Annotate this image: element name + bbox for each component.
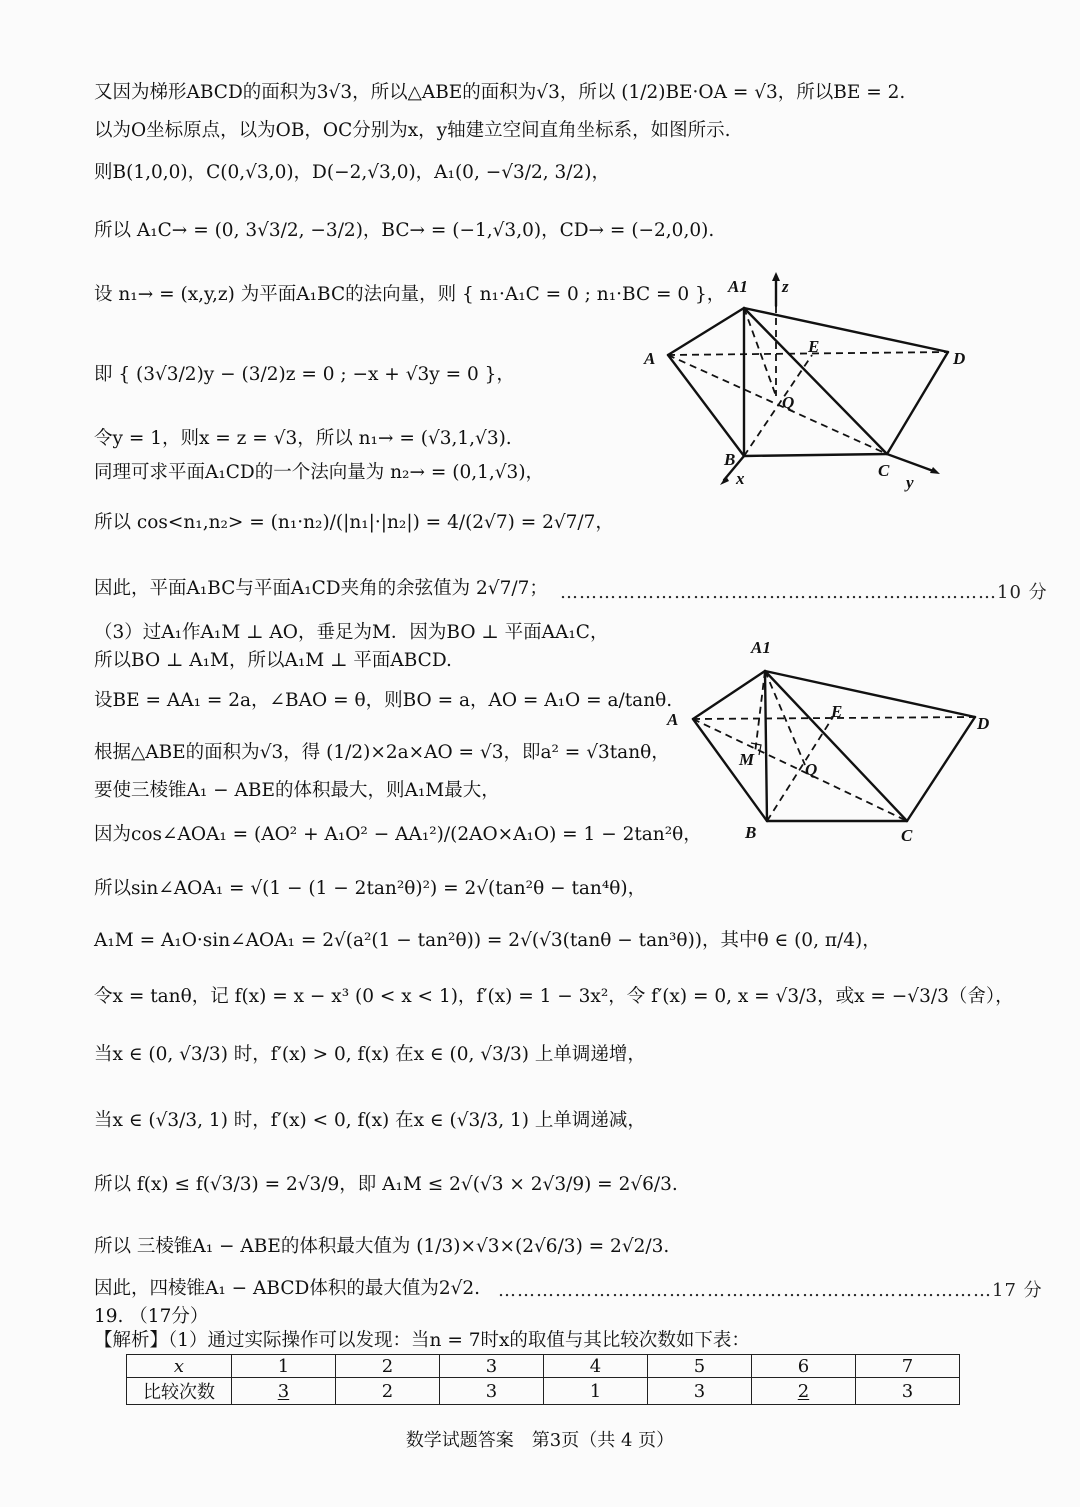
page-footer: 数学试题答案 第3页（共 4 页） xyxy=(405,1430,675,1451)
fig1-label-D: D xyxy=(953,349,966,368)
table-cell: 2 xyxy=(336,1378,440,1405)
figure-2-pyramid xyxy=(655,635,995,850)
table-cell: 3 xyxy=(232,1378,336,1405)
fig1-label-B: B xyxy=(724,450,736,469)
line-2: 以为O坐标原点，以为OB，OC分别为x，y轴建立空间直角坐标系，如图所示. xyxy=(94,120,731,141)
fig1-label-Q: Q xyxy=(782,393,795,412)
fig1-label-E: E xyxy=(808,337,820,356)
comparison-table xyxy=(126,1354,960,1405)
line-14: 根据△ABE的面积为√3，得 (1/2)×2a×AO = √3，即a² = √3tanθ， xyxy=(94,742,670,763)
table-cell: 5 xyxy=(648,1355,752,1378)
line-25: 19. （17分） xyxy=(94,1306,209,1327)
score-10: ……………………………………………………………10 分 xyxy=(560,582,1048,603)
line-26: 【解析】（1）通过实际操作可以发现：当n = 7时x的取值与其比较次数如下表： xyxy=(94,1330,750,1351)
line-20: 当x ∈ (0, √3/3) 时，f′(x) > 0, f(x) 在x ∈ (0, √3/3) 上单调递增， xyxy=(94,1044,646,1065)
fig2-label-A1: A1 xyxy=(751,638,771,657)
table-cell: 2 xyxy=(752,1378,856,1405)
fig1-label-y: y xyxy=(906,473,914,492)
fig1-label-C: C xyxy=(878,461,890,480)
line-21: 当x ∈ (√3/3, 1) 时，f′(x) < 0, f(x) 在x ∈ (√3/3, 1) 上单调递减， xyxy=(94,1110,646,1131)
fig1-label-A: A xyxy=(644,349,656,368)
line-19: 令x = tanθ，记 f(x) = x − x³ (0 < x < 1)，f′(x) = 1 − 3x²，令 f′(x) = 0, x = √3/3，或x = −√3/3（舍）， xyxy=(94,986,1014,1007)
fig2-label-A: A xyxy=(667,710,679,729)
table-cell: 1 xyxy=(232,1355,336,1378)
table-cell: 3 xyxy=(856,1378,960,1405)
line-9: 所以 cos<n₁,n₂> = (n₁·n₂)/(|n₁|·|n₂|) = 4/(2√7) = 2√7/7， xyxy=(94,512,614,533)
line-7: 令y = 1，则x = z = √3，所以 n₁→ = (√3,1,√3). xyxy=(94,428,512,449)
table-row-x xyxy=(127,1355,960,1378)
table-cell: 3 xyxy=(440,1355,544,1378)
figure-1-pyramid xyxy=(640,270,970,495)
table-cell: 2 xyxy=(336,1355,440,1378)
line-23: 所以 三棱锥A₁ − ABE的体积最大值为 (1/3)×√3×(2√6/3) = 2√2/3. xyxy=(94,1236,670,1257)
fig2-label-C: C xyxy=(901,826,913,845)
table-cell: 3 xyxy=(440,1378,544,1405)
table-row-counts xyxy=(127,1378,960,1405)
table-header-x: x xyxy=(127,1355,232,1378)
table-cell: 3 xyxy=(648,1378,752,1405)
fig1-label-x: x xyxy=(736,469,745,488)
line-1: 又因为梯形ABCD的面积为3√3，所以△ABE的面积为√3，所以 (1/2)BE·OA = √3，所以BE = 2. xyxy=(94,82,906,103)
line-22: 所以 f(x) ≤ f(√3/3) = 2√3/9，即 A₁M ≤ 2√(√3 × 2√3/9) = 2√6/3. xyxy=(94,1174,678,1195)
line-4: 所以 A₁C→ = (0, 3√3/2, −3/2)，BC→ = (−1,√3,0)，CD→ = (−2,0,0). xyxy=(94,220,715,241)
fig2-label-M: M xyxy=(739,750,755,769)
line-13: 设BE = AA₁ = 2a，∠BAO = θ，则BO = a，AO = A₁O = a/tanθ. xyxy=(94,690,673,711)
line-17: 所以sin∠AOA₁ = √(1 − (1 − 2tan²θ)²) = 2√(tan²θ − tan⁴θ)， xyxy=(94,878,647,899)
table-header-counts: 比较次数 xyxy=(127,1378,232,1405)
table-cell: 1 xyxy=(544,1378,648,1405)
line-16: 因为cos∠AOA₁ = (AO² + A₁O² − AA₁²)/(2AO×A₁O) = 1 − 2tan²θ， xyxy=(94,824,702,845)
fig1-label-A1: A1 xyxy=(728,277,748,296)
line-10: 因此，平面A₁BC与平面A₁CD夹角的余弦值为 2√7/7； xyxy=(94,578,548,599)
line-12: 所以BO ⊥ A₁M，所以A₁M ⊥ 平面ABCD. xyxy=(94,650,452,671)
line-11: （3）过A₁作A₁M ⊥ AO，垂足为M．因为BO ⊥ 平面AA₁C， xyxy=(94,622,609,643)
table-cell: 4 xyxy=(544,1355,648,1378)
line-18: A₁M = A₁O·sin∠AOA₁ = 2√(a²(1 − tan²θ)) = 2√(√3(tanθ − tan³θ))，其中θ ∈ (0, π/4)， xyxy=(94,930,881,951)
table-cell: 6 xyxy=(752,1355,856,1378)
line-8: 同理可求平面A₁CD的一个法向量为 n₂→ = (0,1,√3)， xyxy=(94,462,545,483)
line-5: 设 n₁→ = (x,y,z) 为平面A₁BC的法向量，则 { n₁·A₁C = 0 ; n₁·BC = 0 }， xyxy=(94,284,726,305)
line-3: 则B(1,0,0)，C(0,√3,0)，D(−2,√3,0)，A₁(0, −√3/2, 3/2)， xyxy=(94,162,611,183)
score-17: ……………………………………………………………………17 分 xyxy=(498,1280,1043,1301)
fig2-label-D: D xyxy=(977,714,990,733)
fig2-label-E: E xyxy=(831,702,843,721)
fig2-label-Q: Q xyxy=(805,760,818,779)
table-cell: 7 xyxy=(856,1355,960,1378)
fig1-label-z: z xyxy=(782,277,789,296)
fig2-label-B: B xyxy=(745,823,757,842)
line-15: 要使三棱锥A₁ − ABE的体积最大，则A₁M最大， xyxy=(94,780,500,801)
line-6: 即 { (3√3/2)y − (3/2)z = 0 ; −x + √3y = 0 }， xyxy=(94,364,515,385)
line-24: 因此，四棱锥A₁ − ABCD体积的最大值为2√2. xyxy=(94,1278,481,1299)
